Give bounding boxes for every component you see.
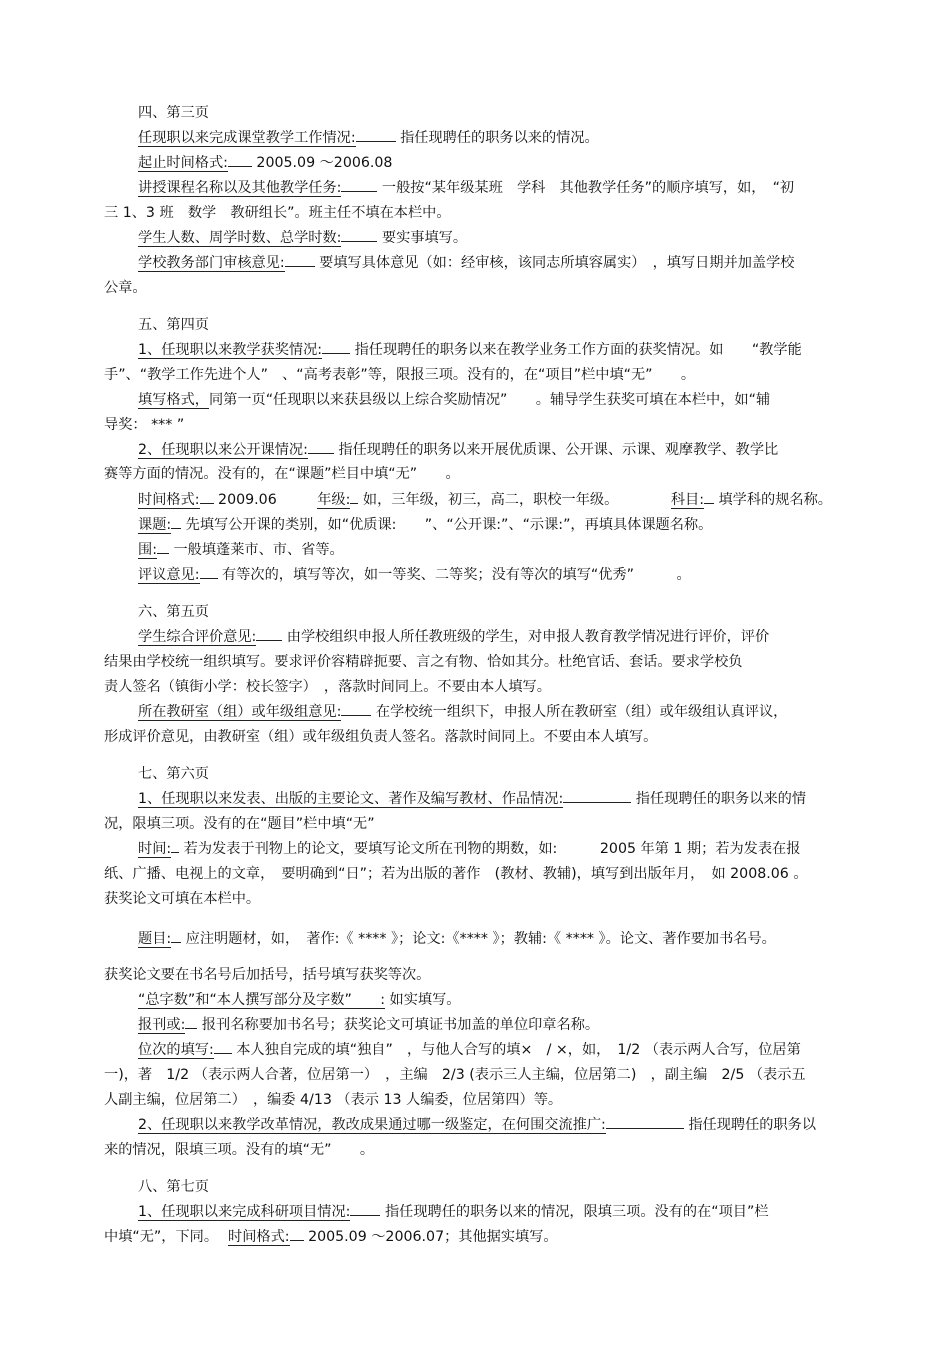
field-description: 指任现聘任的职务以来在教学业务工作方面的获奖情况。如 “教学能 bbox=[354, 342, 802, 358]
blank-underline bbox=[341, 715, 371, 716]
paragraph-line bbox=[138, 491, 832, 509]
paragraph-line bbox=[138, 441, 778, 459]
field-description: 如，三年级，初三，高二，职校一年级。 bbox=[362, 492, 619, 508]
paragraph-line bbox=[138, 840, 800, 858]
paragraph-line bbox=[104, 1228, 558, 1246]
field-description: 一般按“某年级某班 学科 其他教学任务”的顺序填写，如， “初 bbox=[381, 180, 795, 196]
paragraph-line: 况，限填三项。没有的在“题目”栏中填“无” bbox=[104, 816, 375, 832]
field-description: 有等次的，填写等次，如一等奖、二等奖；没有等次的填写“优秀” 。 bbox=[222, 567, 691, 583]
paragraph-line bbox=[138, 1016, 599, 1034]
field-description: 要填写具体意见（如：经审核，该同志所填容属实） ，填写日期并加盖学校 bbox=[319, 255, 795, 271]
blank-underline bbox=[341, 241, 377, 242]
field-label: 时间: bbox=[138, 841, 172, 857]
field-label: 学生人数、周学时数、总学时数: bbox=[138, 230, 342, 246]
blank-underline bbox=[285, 266, 315, 267]
paragraph-line: 获奖论文要在书名号后加括号，括号填写获奖等次。 bbox=[104, 967, 431, 983]
field-label: 讲授课程名称以及其他教学任务: bbox=[138, 180, 342, 196]
paragraph-line bbox=[138, 628, 769, 646]
blank-underline bbox=[228, 166, 252, 167]
section-heading-6: 六、第五页 bbox=[138, 604, 209, 620]
paragraph-line bbox=[138, 516, 712, 534]
field-label: 2、任现职以来教学改革情况，教改成果通过哪一级鉴定，在何围交流推广: bbox=[138, 1117, 606, 1133]
blank-underline bbox=[290, 1240, 304, 1241]
field-label: 1、任现职以来教学获奖情况: bbox=[138, 342, 323, 358]
field-label: 所在教研室（组）或年级组意见: bbox=[138, 704, 342, 720]
section-heading-4: 四、第三页 bbox=[138, 105, 209, 121]
field-label: 时间格式: bbox=[138, 492, 200, 508]
field-description: 中填“无”，下同。 bbox=[104, 1229, 219, 1245]
paragraph-line bbox=[138, 790, 806, 808]
field-label: 时间格式: bbox=[228, 1229, 290, 1245]
blank-underline bbox=[341, 191, 377, 192]
field-label: 起止时间格式: bbox=[138, 155, 228, 171]
paragraph-line: 获奖论文可填在本栏中。 bbox=[104, 891, 261, 907]
field-description: 指任现聘任的职务以 bbox=[688, 1117, 817, 1133]
paragraph-line: 形成评价意见，由教研室（组）或年级组负责人签名。落款时间同上。不要由本人填写。 bbox=[104, 729, 658, 745]
field-description: 指任现聘任的职务以来的情况，限填三项。没有的在“项目”栏 bbox=[384, 1204, 769, 1220]
field-description: 2009.06 bbox=[218, 492, 277, 508]
paragraph-line bbox=[138, 254, 794, 272]
field-description: 报刊名称要加书名号；获奖论文可填证书加盖的单位印章名称。 bbox=[201, 1017, 600, 1033]
paragraph-line: 导奖： *** ” bbox=[104, 417, 185, 433]
paragraph-line bbox=[138, 1041, 801, 1059]
blank-underline bbox=[171, 528, 181, 529]
paragraph-line: 赛等方面的情况。没有的，在“课题”栏目中填“无” 。 bbox=[104, 466, 460, 482]
blank-underline bbox=[563, 802, 631, 803]
blank-underline bbox=[171, 942, 181, 943]
paragraph-line bbox=[138, 1203, 769, 1221]
paragraph-line: 结果由学校统一组织填写。要求评价容精辟扼要、言之有物、恰如其分。杜绝官话、套话。要求学校负 bbox=[104, 654, 743, 670]
paragraph-line bbox=[138, 930, 776, 948]
blank-underline bbox=[157, 553, 169, 554]
field-description: 先填写公开课的类别，如“优质课: ”、“公开课:”、“示课:”，再填具体课题名称。 bbox=[185, 517, 713, 533]
blank-underline bbox=[606, 1128, 684, 1129]
paragraph-line: 三 1、3 班 数学 教研组长”。班主任不填在本栏中。 bbox=[104, 205, 451, 221]
field-description: 指任现聘任的职务以来的情 bbox=[635, 791, 807, 807]
field-label: 1、任现职以来发表、出版的主要论文、著作及编写教材、作品情况: bbox=[138, 791, 564, 807]
field-description: 2005.09 ～2006.07；其他据实填写。 bbox=[308, 1229, 558, 1245]
field-label: 学校教务部门审核意见: bbox=[138, 255, 285, 271]
field-label: 报刊或: bbox=[138, 1017, 186, 1033]
field-description: 本人独自完成的填“独自” ，与他人合写的填× / ×，如， 1/2 （表示两人合写，位居第 bbox=[236, 1042, 801, 1058]
blank-underline bbox=[350, 503, 358, 504]
blank-underline bbox=[185, 1028, 197, 1029]
paragraph-line bbox=[138, 991, 460, 1009]
section-heading-7: 七、第六页 bbox=[138, 766, 209, 782]
paragraph-line bbox=[138, 341, 802, 359]
field-description: 若为发表于刊物上的论文，要填写论文所在刊物的期数，如: 2005 年第 1 期；若为发表在报 bbox=[183, 841, 801, 857]
paragraph-line bbox=[138, 129, 599, 147]
paragraph-line bbox=[138, 154, 392, 172]
field-description: 要实事填写。 bbox=[381, 230, 468, 246]
blank-underline bbox=[350, 1215, 380, 1216]
field-label: 年级: bbox=[317, 492, 351, 508]
field-label: 任现职以来完成课堂教学工作情况: bbox=[138, 130, 356, 146]
paragraph-line: 手”、“教学工作先进个人” 、“高考表彰”等，限报三项。没有的，在“项目”栏中填“无” 。 bbox=[104, 367, 696, 383]
paragraph-line: 公章。 bbox=[104, 280, 147, 296]
field-description: 一般填蓬莱市、市、省等。 bbox=[173, 542, 344, 558]
blank-underline bbox=[308, 453, 334, 454]
paragraph-line: 一)，著 1/2 （表示两人合著，位居第一） ，主编 2/3 (表示三人主编，位居第二) ，副主编 2/5 （表示五 bbox=[104, 1067, 806, 1083]
blank-underline bbox=[256, 640, 282, 641]
field-description: 2005.09 ～2006.08 bbox=[256, 155, 393, 171]
paragraph-line: 责人签名（镇街小学：校长签字） ，落款时间同上。不要由本人填写。 bbox=[104, 679, 551, 695]
field-description: 应注明题材，如， 著作:《 **** 》；论文:《**** 》；教辅:《 **** 》。论文、著作要加书名号。 bbox=[185, 931, 776, 947]
paragraph-line bbox=[138, 179, 794, 197]
field-label: 2、任现职以来公开课情况: bbox=[138, 442, 308, 458]
blank-underline bbox=[322, 353, 350, 354]
field-label: 填写格式， bbox=[138, 392, 209, 408]
blank-underline bbox=[356, 141, 396, 142]
field-label: 位次的填写: bbox=[138, 1042, 214, 1058]
paragraph-line bbox=[138, 1116, 816, 1134]
field-label: 题目: bbox=[138, 931, 172, 947]
field-description: 在学校统一组织下，申报人所在教研室（组）或年级组认真评议， bbox=[375, 704, 788, 720]
blank-underline bbox=[704, 503, 714, 504]
section-heading-5: 五、第四页 bbox=[138, 317, 209, 333]
field-description: 同第一页“任现职以来获县级以上综合奖励情况” 。辅导学生获奖可填在本栏中，如“辅 bbox=[208, 392, 771, 408]
paragraph-line bbox=[138, 566, 691, 584]
paragraph-line: 纸、广播、电视上的文章， 要明确到“日”；若为出版的著作 (教材、教辅)，填写到出版年月， 如 2008.06 。 bbox=[104, 866, 808, 882]
blank-underline bbox=[171, 852, 179, 853]
field-description: 由学校组织申报人所任教班级的学生，对申报人教育教学情况进行评价，评价 bbox=[286, 629, 770, 645]
field-label: 1、任现职以来完成科研项目情况: bbox=[138, 1204, 351, 1220]
field-description: 指任现聘任的职务以来的情况。 bbox=[400, 130, 599, 146]
field-label: 学生综合评价意见: bbox=[138, 629, 257, 645]
field-description: 填学科的规名称。 bbox=[718, 492, 832, 508]
field-label: 围: bbox=[138, 542, 157, 558]
paragraph-line bbox=[138, 229, 467, 247]
blank-underline bbox=[200, 503, 214, 504]
paragraph-line: 来的情况，限填三项。没有的填“无” 。 bbox=[104, 1142, 375, 1158]
field-description: 如实填写。 bbox=[389, 992, 461, 1008]
paragraph-line bbox=[138, 391, 770, 409]
field-label: 科目: bbox=[670, 492, 704, 508]
field-label: 课题: bbox=[138, 517, 172, 533]
paragraph-line bbox=[138, 703, 787, 721]
blank-underline bbox=[214, 1053, 232, 1054]
field-label: “总字数”和“本人撰写部分及字数” : bbox=[138, 992, 385, 1008]
paragraph-line bbox=[138, 541, 344, 559]
blank-underline bbox=[200, 578, 218, 579]
field-description: 指任现聘任的职务以来开展优质课、公开课、示课、观摩教学、教学比 bbox=[338, 442, 779, 458]
field-label: 评议意见: bbox=[138, 567, 200, 583]
section-heading-8: 八、第七页 bbox=[138, 1179, 209, 1195]
paragraph-line: 人副主编，位居第二） ，编委 4/13 （表示 13 人编委，位居第四）等。 bbox=[104, 1092, 563, 1108]
